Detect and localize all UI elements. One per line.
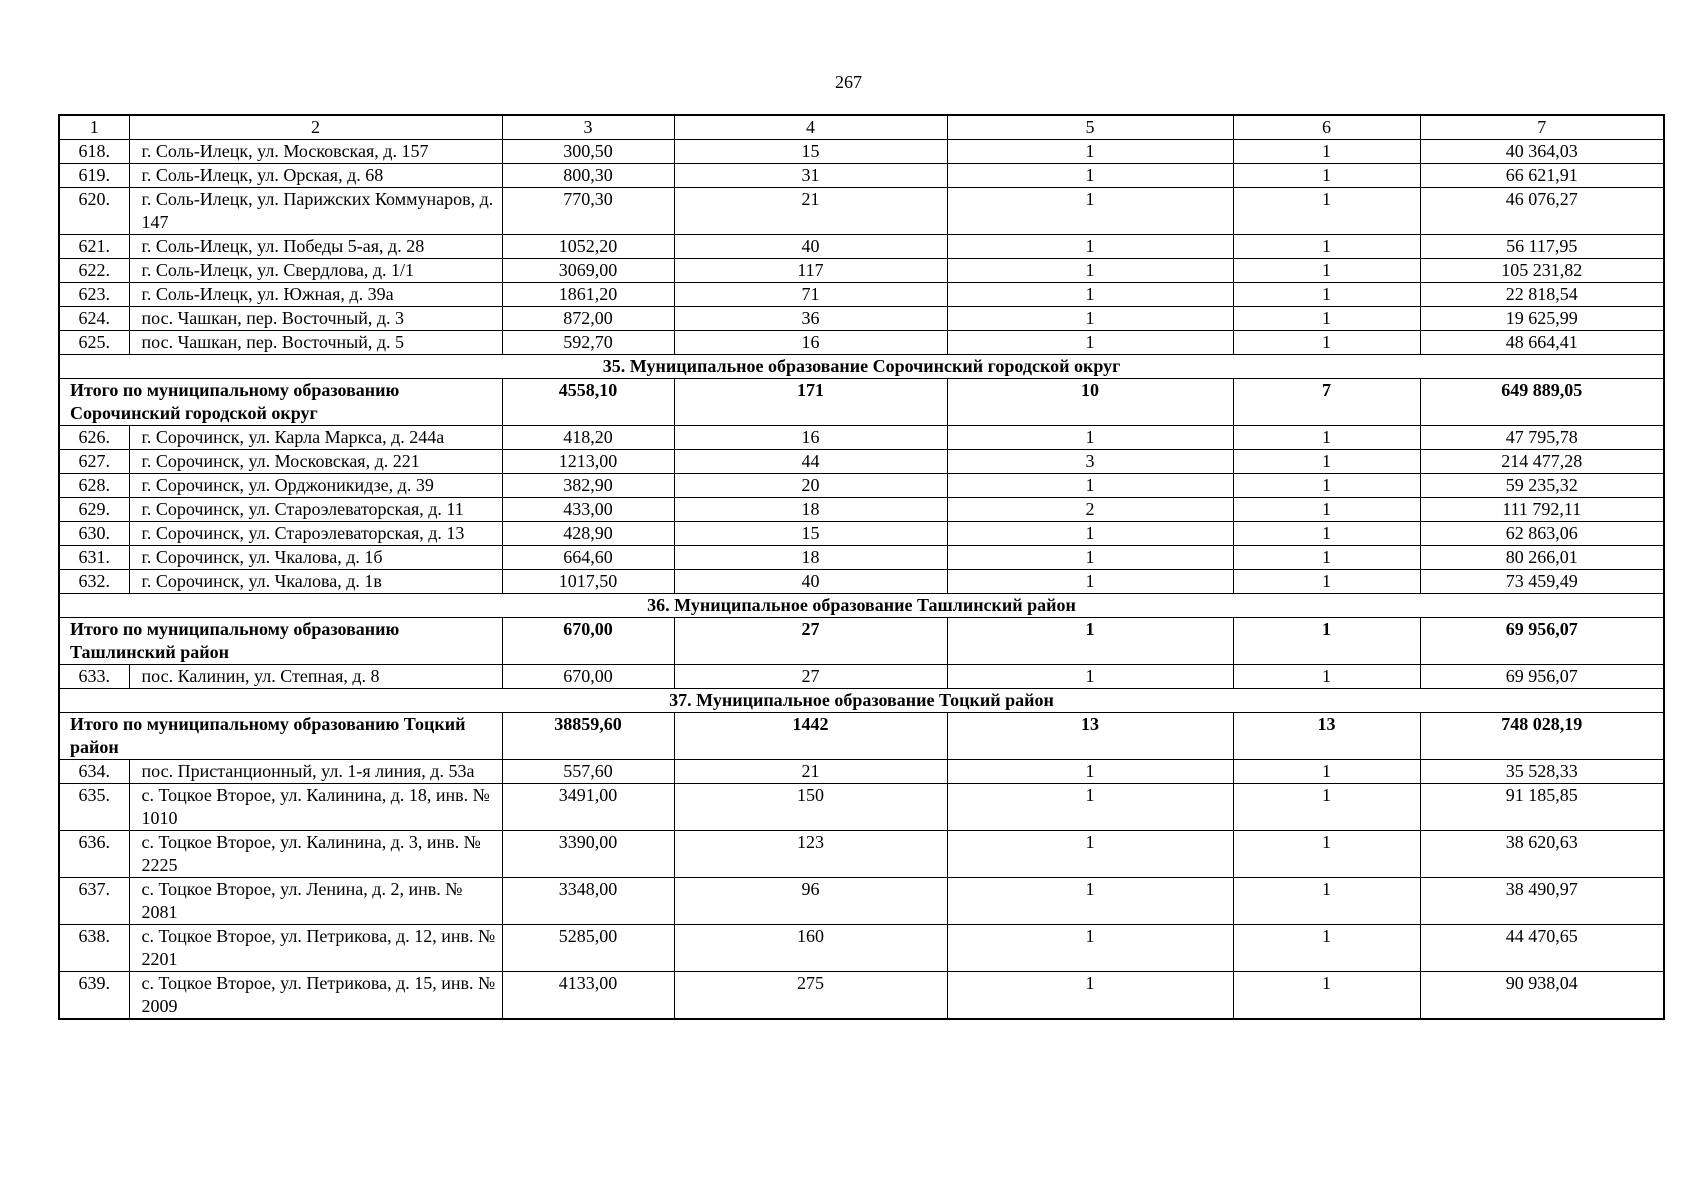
area-cell: 4133,00 [502, 972, 674, 1020]
amount-cell: 47 795,78 [1420, 426, 1664, 450]
address-cell: пос. Пристанционный, ул. 1-я линия, д. 53а [129, 760, 502, 784]
row-number: 618. [59, 140, 129, 164]
table-row [59, 784, 1664, 831]
area-cell: 428,90 [502, 522, 674, 546]
col6-cell: 1 [1233, 426, 1420, 450]
area-cell: 557,60 [502, 760, 674, 784]
address-cell: с. Тоцкое Второе, ул. Петрикова, д. 15, инв. № 2009 [129, 972, 502, 1020]
col5-cell: 1 [947, 570, 1233, 594]
total-label: Итого по муниципальному образованию Тоцкий район [59, 713, 502, 760]
area-cell: 800,30 [502, 164, 674, 188]
col6-cell: 1 [1233, 878, 1420, 925]
row-number: 632. [59, 570, 129, 594]
address-cell: с. Тоцкое Второе, ул. Калинина, д. 18, инв. № 1010 [129, 784, 502, 831]
total-col6: 1 [1233, 618, 1420, 665]
column-number: 4 [674, 115, 947, 140]
col5-cell: 1 [947, 546, 1233, 570]
address-cell: г. Сорочинск, ул. Чкалова, д. 1б [129, 546, 502, 570]
amount-cell: 40 364,03 [1420, 140, 1664, 164]
col5-cell: 1 [947, 188, 1233, 235]
column-number: 7 [1420, 115, 1664, 140]
col6-cell: 1 [1233, 283, 1420, 307]
column-number: 3 [502, 115, 674, 140]
section-heading: 35. Муниципальное образование Сорочинский городской округ [59, 355, 1664, 379]
col6-cell: 1 [1233, 259, 1420, 283]
address-cell: с. Тоцкое Второе, ул. Петрикова, д. 12, инв. № 2201 [129, 925, 502, 972]
area-cell: 3348,00 [502, 878, 674, 925]
row-number: 619. [59, 164, 129, 188]
col4-cell: 16 [674, 426, 947, 450]
table-row [59, 878, 1664, 925]
col6-cell: 1 [1233, 164, 1420, 188]
area-cell: 1017,50 [502, 570, 674, 594]
row-number: 638. [59, 925, 129, 972]
address-cell: г. Соль-Илецк, ул. Победы 5-ая, д. 28 [129, 235, 502, 259]
col6-cell: 1 [1233, 760, 1420, 784]
address-cell: г. Сорочинск, ул. Московская, д. 221 [129, 450, 502, 474]
col6-cell: 1 [1233, 972, 1420, 1020]
area-cell: 382,90 [502, 474, 674, 498]
amount-cell: 111 792,11 [1420, 498, 1664, 522]
total-col4: 27 [674, 618, 947, 665]
address-cell: г. Соль-Илецк, ул. Парижских Коммунаров, д. 147 [129, 188, 502, 235]
table-row [59, 188, 1664, 235]
row-number: 625. [59, 331, 129, 355]
address-cell: с. Тоцкое Второе, ул. Калинина, д. 3, инв. № 2225 [129, 831, 502, 878]
table-row [59, 925, 1664, 972]
total-label: Итого по муниципальному образованию Ташлинский район [59, 618, 502, 665]
col6-cell: 1 [1233, 140, 1420, 164]
table-row [59, 760, 1664, 784]
col6-cell: 1 [1233, 307, 1420, 331]
col6-cell: 1 [1233, 570, 1420, 594]
section-heading: 37. Муниципальное образование Тоцкий район [59, 689, 1664, 713]
row-number: 639. [59, 972, 129, 1020]
amount-cell: 38 620,63 [1420, 831, 1664, 878]
col4-cell: 96 [674, 878, 947, 925]
row-number: 623. [59, 283, 129, 307]
col4-cell: 18 [674, 546, 947, 570]
total-col6: 13 [1233, 713, 1420, 760]
area-cell: 3069,00 [502, 259, 674, 283]
row-number: 628. [59, 474, 129, 498]
col6-cell: 1 [1233, 498, 1420, 522]
amount-cell: 44 470,65 [1420, 925, 1664, 972]
area-cell: 1861,20 [502, 283, 674, 307]
total-label: Итого по муниципальному образованию Сорочинский городской округ [59, 379, 502, 426]
col4-cell: 44 [674, 450, 947, 474]
area-cell: 770,30 [502, 188, 674, 235]
address-cell: г. Соль-Илецк, ул. Орская, д. 68 [129, 164, 502, 188]
row-number: 621. [59, 235, 129, 259]
page-number: 267 [835, 72, 862, 92]
col4-cell: 27 [674, 665, 947, 689]
area-cell: 5285,00 [502, 925, 674, 972]
row-number: 630. [59, 522, 129, 546]
total-col6: 7 [1233, 379, 1420, 426]
address-cell: г. Сорочинск, ул. Карла Маркса, д. 244а [129, 426, 502, 450]
address-cell: г. Сорочинск, ул. Чкалова, д. 1в [129, 570, 502, 594]
total-amount: 649 889,05 [1420, 379, 1664, 426]
table-row [59, 426, 1664, 450]
address-cell: г. Сорочинск, ул. Староэлеваторская, д. 13 [129, 522, 502, 546]
table-row [59, 450, 1664, 474]
row-number: 629. [59, 498, 129, 522]
total-row [59, 379, 1664, 426]
row-number: 624. [59, 307, 129, 331]
col6-cell: 1 [1233, 784, 1420, 831]
amount-cell: 91 185,85 [1420, 784, 1664, 831]
register-body [59, 115, 1664, 1019]
total-col4: 1442 [674, 713, 947, 760]
total-area: 38859,60 [502, 713, 674, 760]
table-row [59, 283, 1664, 307]
table-row [59, 140, 1664, 164]
total-amount: 69 956,07 [1420, 618, 1664, 665]
area-cell: 1052,20 [502, 235, 674, 259]
col4-cell: 275 [674, 972, 947, 1020]
col5-cell: 1 [947, 878, 1233, 925]
col4-cell: 40 [674, 570, 947, 594]
amount-cell: 38 490,97 [1420, 878, 1664, 925]
amount-cell: 56 117,95 [1420, 235, 1664, 259]
row-number: 627. [59, 450, 129, 474]
area-cell: 300,50 [502, 140, 674, 164]
col5-cell: 1 [947, 164, 1233, 188]
column-number: 2 [129, 115, 502, 140]
col5-cell: 1 [947, 522, 1233, 546]
col5-cell: 1 [947, 760, 1233, 784]
total-area: 4558,10 [502, 379, 674, 426]
col4-cell: 150 [674, 784, 947, 831]
row-number: 620. [59, 188, 129, 235]
table-row [59, 972, 1664, 1020]
register-table [58, 114, 1665, 1020]
amount-cell: 105 231,82 [1420, 259, 1664, 283]
row-number: 637. [59, 878, 129, 925]
col5-cell: 1 [947, 307, 1233, 331]
col4-cell: 20 [674, 474, 947, 498]
amount-cell: 19 625,99 [1420, 307, 1664, 331]
address-cell: г. Соль-Илецк, ул. Московская, д. 157 [129, 140, 502, 164]
col4-cell: 123 [674, 831, 947, 878]
area-cell: 592,70 [502, 331, 674, 355]
table-row [59, 546, 1664, 570]
area-cell: 3390,00 [502, 831, 674, 878]
col6-cell: 1 [1233, 831, 1420, 878]
amount-cell: 35 528,33 [1420, 760, 1664, 784]
section-heading: 36. Муниципальное образование Ташлинский район [59, 594, 1664, 618]
col6-cell: 1 [1233, 665, 1420, 689]
area-cell: 872,00 [502, 307, 674, 331]
col4-cell: 16 [674, 331, 947, 355]
col6-cell: 1 [1233, 925, 1420, 972]
col4-cell: 18 [674, 498, 947, 522]
area-cell: 670,00 [502, 665, 674, 689]
table-row [59, 831, 1664, 878]
col4-cell: 117 [674, 259, 947, 283]
address-cell: г. Сорочинск, ул. Староэлеваторская, д. 11 [129, 498, 502, 522]
column-number: 5 [947, 115, 1233, 140]
total-col5: 1 [947, 618, 1233, 665]
col5-cell: 1 [947, 283, 1233, 307]
col5-cell: 1 [947, 259, 1233, 283]
table-row [59, 259, 1664, 283]
col5-cell: 1 [947, 331, 1233, 355]
row-number: 634. [59, 760, 129, 784]
col4-cell: 71 [674, 283, 947, 307]
col4-cell: 31 [674, 164, 947, 188]
amount-cell: 59 235,32 [1420, 474, 1664, 498]
address-cell: г. Соль-Илецк, ул. Южная, д. 39а [129, 283, 502, 307]
col5-cell: 1 [947, 972, 1233, 1020]
col6-cell: 1 [1233, 546, 1420, 570]
amount-cell: 48 664,41 [1420, 331, 1664, 355]
amount-cell: 80 266,01 [1420, 546, 1664, 570]
table-row [59, 522, 1664, 546]
table-row [59, 570, 1664, 594]
amount-cell: 73 459,49 [1420, 570, 1664, 594]
amount-cell: 62 863,06 [1420, 522, 1664, 546]
col4-cell: 15 [674, 522, 947, 546]
col4-cell: 160 [674, 925, 947, 972]
col6-cell: 1 [1233, 235, 1420, 259]
total-row [59, 618, 1664, 665]
address-cell: г. Соль-Илецк, ул. Свердлова, д. 1/1 [129, 259, 502, 283]
col6-cell: 1 [1233, 188, 1420, 235]
address-cell: г. Сорочинск, ул. Орджоникидзе, д. 39 [129, 474, 502, 498]
table-row [59, 235, 1664, 259]
total-amount: 748 028,19 [1420, 713, 1664, 760]
area-cell: 418,20 [502, 426, 674, 450]
table-row [59, 331, 1664, 355]
total-col4: 171 [674, 379, 947, 426]
row-number: 626. [59, 426, 129, 450]
address-cell: с. Тоцкое Второе, ул. Ленина, д. 2, инв. № 2081 [129, 878, 502, 925]
col5-cell: 1 [947, 925, 1233, 972]
total-area: 670,00 [502, 618, 674, 665]
col6-cell: 1 [1233, 331, 1420, 355]
total-col5: 10 [947, 379, 1233, 426]
col5-cell: 1 [947, 831, 1233, 878]
section-heading-row [59, 689, 1664, 713]
amount-cell: 214 477,28 [1420, 450, 1664, 474]
column-number: 1 [59, 115, 129, 140]
table-row [59, 307, 1664, 331]
total-row [59, 713, 1664, 760]
col5-cell: 3 [947, 450, 1233, 474]
col5-cell: 1 [947, 665, 1233, 689]
row-number: 631. [59, 546, 129, 570]
section-heading-row [59, 355, 1664, 379]
col5-cell: 1 [947, 784, 1233, 831]
row-number: 622. [59, 259, 129, 283]
table-row [59, 665, 1664, 689]
col4-cell: 15 [674, 140, 947, 164]
section-heading-row [59, 594, 1664, 618]
address-cell: пос. Чашкан, пер. Восточный, д. 5 [129, 331, 502, 355]
amount-cell: 69 956,07 [1420, 665, 1664, 689]
address-cell: пос. Чашкан, пер. Восточный, д. 3 [129, 307, 502, 331]
col6-cell: 1 [1233, 450, 1420, 474]
amount-cell: 22 818,54 [1420, 283, 1664, 307]
table-row [59, 474, 1664, 498]
col5-cell: 1 [947, 426, 1233, 450]
amount-cell: 66 621,91 [1420, 164, 1664, 188]
address-cell: пос. Калинин, ул. Степная, д. 8 [129, 665, 502, 689]
col4-cell: 36 [674, 307, 947, 331]
table-row [59, 498, 1664, 522]
col5-cell: 2 [947, 498, 1233, 522]
area-cell: 433,00 [502, 498, 674, 522]
col5-cell: 1 [947, 140, 1233, 164]
column-number: 6 [1233, 115, 1420, 140]
col4-cell: 21 [674, 760, 947, 784]
col5-cell: 1 [947, 235, 1233, 259]
amount-cell: 90 938,04 [1420, 972, 1664, 1020]
col6-cell: 1 [1233, 522, 1420, 546]
table-row [59, 164, 1664, 188]
area-cell: 664,60 [502, 546, 674, 570]
col4-cell: 21 [674, 188, 947, 235]
total-col5: 13 [947, 713, 1233, 760]
amount-cell: 46 076,27 [1420, 188, 1664, 235]
col4-cell: 40 [674, 235, 947, 259]
row-number: 635. [59, 784, 129, 831]
row-number: 636. [59, 831, 129, 878]
area-cell: 3491,00 [502, 784, 674, 831]
area-cell: 1213,00 [502, 450, 674, 474]
col6-cell: 1 [1233, 474, 1420, 498]
column-number-row [59, 115, 1664, 140]
col5-cell: 1 [947, 474, 1233, 498]
row-number: 633. [59, 665, 129, 689]
